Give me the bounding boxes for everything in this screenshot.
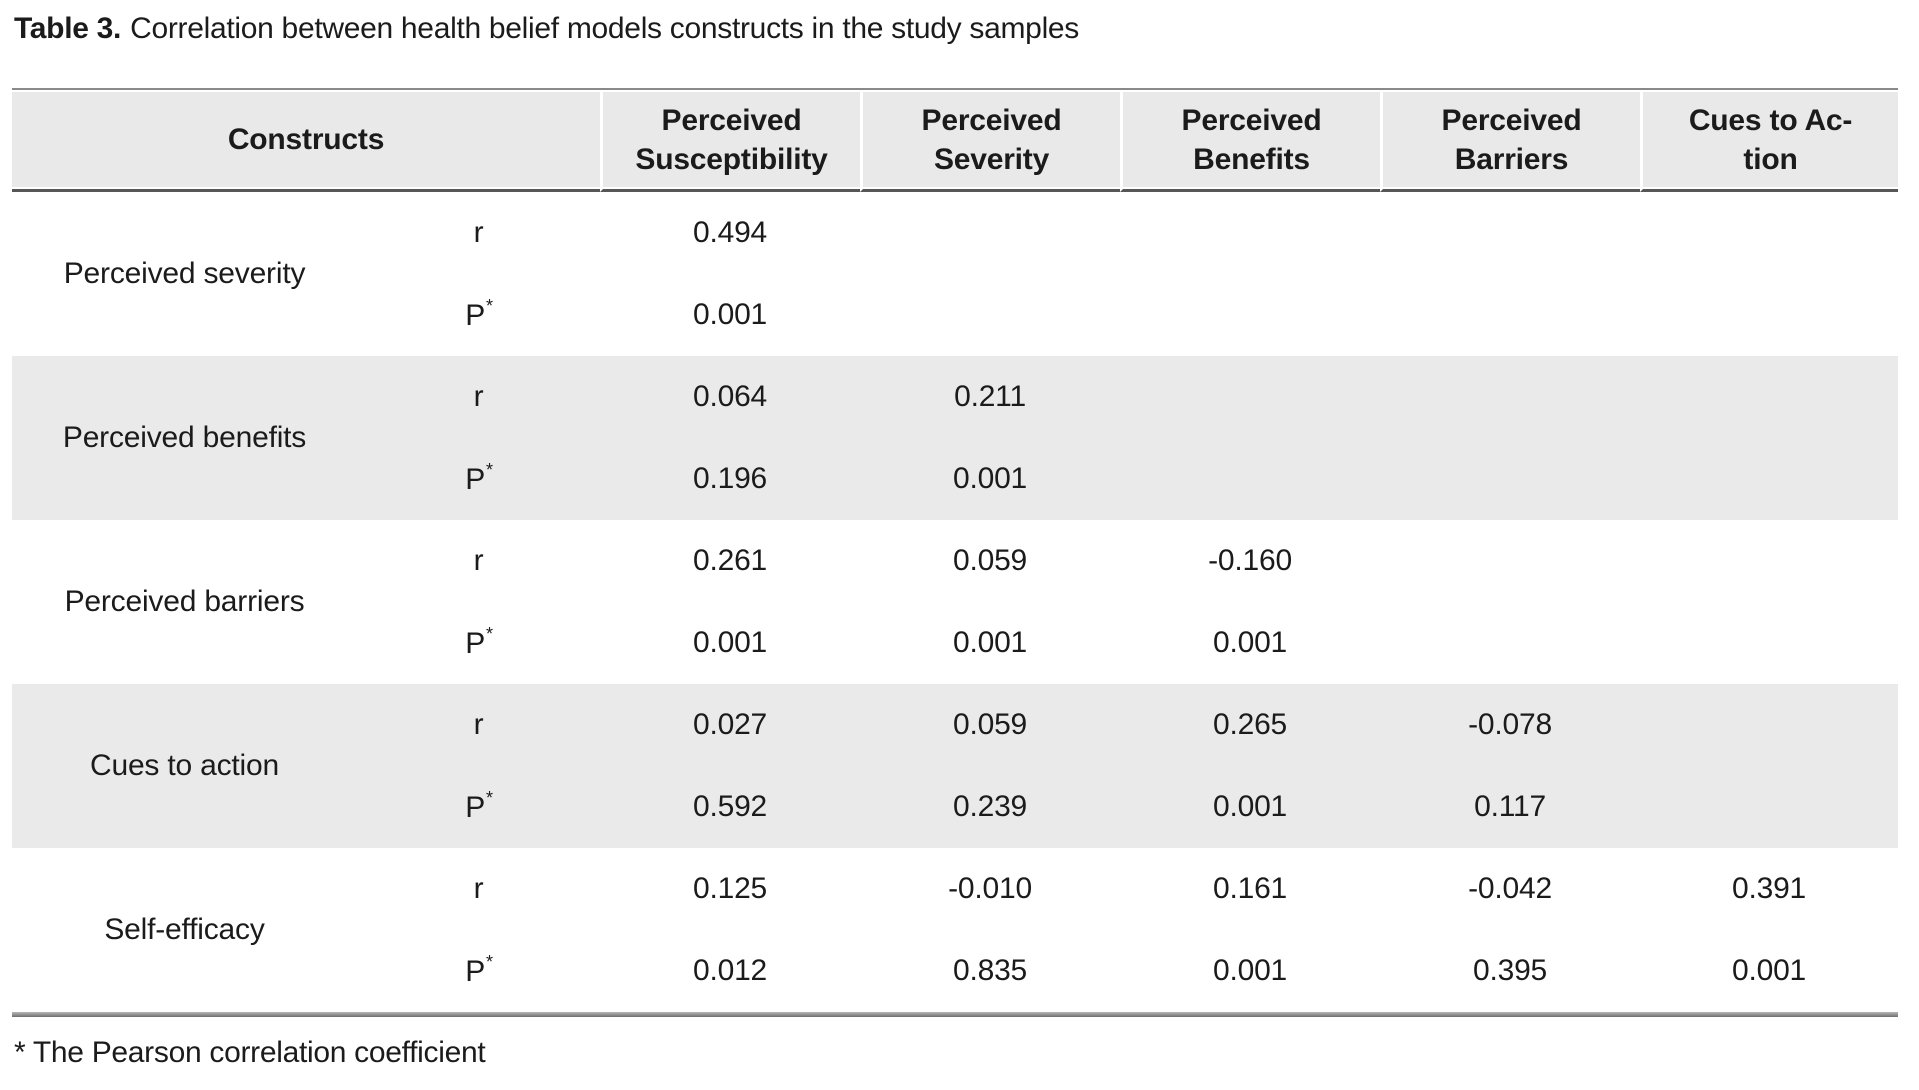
header-line: Perceived [921,103,1062,137]
pvalue-cell: 0.001 [1120,766,1380,848]
table-body [12,192,1898,1012]
correlation-table [12,88,1898,1012]
corr-value-cell: 0.391 [1731,872,1807,905]
corr-value-cell: -0.160 [1208,544,1292,577]
corr-value-cell: 0.027 [600,684,860,766]
corr-value-cell: -0.042 [1468,872,1552,905]
pvalue-cell [1380,274,1640,356]
stat-label-r: r [357,684,600,766]
corr-value-cell [1120,192,1380,274]
table-bottom-rule [12,1012,1898,1017]
construct-name: Perceived benefits [12,356,357,520]
p-label: P [465,462,485,496]
construct-name: Self-efficacy [104,913,265,946]
pvalue-cell: 0.117 [1380,766,1640,848]
stat-label-p [357,766,600,848]
construct-name: Perceived barriers [64,585,305,618]
corr-value-cell [1640,192,1898,274]
construct-name: Cues to action [12,684,357,848]
corr-value-cell: -0.078 [1380,684,1640,766]
pvalue-cell: 0.001 [1731,954,1807,987]
table-caption [14,12,1079,46]
corr-value-cell: 0.265 [1120,684,1380,766]
header-line: Barriers [1454,142,1569,176]
row-perceived-barriers-r [12,520,1898,602]
pvalue-cell: 0.001 [1212,954,1288,987]
construct-name: Perceived severity [63,257,306,290]
corr-value-cell [860,192,1120,274]
p-label: P [465,626,485,660]
pvalue-cell [1380,602,1640,684]
row-cues-to-action-r [12,684,1898,766]
pvalue-cell: 0.395 [1472,954,1548,987]
pvalue-cell: 0.835 [952,954,1028,987]
corr-value-cell: 0.211 [860,356,1120,438]
pvalue-cell: 0.592 [600,766,860,848]
stat-label-p [357,274,600,356]
row-perceived-severity-r [12,192,1898,274]
stat-label-r: r [473,872,484,905]
column-header-perceived-severity [860,90,1120,192]
pvalue-cell: 0.239 [860,766,1120,848]
header-line: Susceptibility [635,142,828,176]
p-label: P [465,954,485,988]
row-self-efficacy-r [12,848,1898,930]
pvalue-cell: 0.001 [692,298,768,331]
corr-value-cell: -0.010 [948,872,1032,905]
p-asterisk: * [486,623,493,644]
corr-value-cell: 0.059 [952,544,1028,577]
pvalue-cell [1380,438,1640,520]
table-caption-text: Correlation between health belief models constructs in the study samples [130,12,1080,45]
pvalue-cell [1640,766,1898,848]
pvalue-cell: 0.001 [860,438,1120,520]
correlation-table-wrapper [12,88,1898,1017]
pvalue-cell [1640,602,1898,684]
column-header-perceived-susceptibility [600,90,860,192]
corr-value-cell [1380,356,1640,438]
corr-value-cell [1120,356,1380,438]
corr-value-cell: 0.064 [600,356,860,438]
header-line: Perceived [1441,103,1582,137]
stat-label-p [357,930,600,1012]
stat-label-p [357,438,600,520]
corr-value-cell [1640,520,1898,602]
pvalue-cell: 0.001 [1212,626,1288,659]
header-line: Perceived [1181,103,1322,137]
table-header [12,90,1898,192]
pvalue-cell [1640,438,1898,520]
table-caption-number: Table 3. [14,12,122,45]
header-line: tion [1743,142,1798,176]
pvalue-cell: 0.012 [692,954,768,987]
column-header-perceived-benefits [1120,90,1380,192]
header-row [12,90,1898,192]
stat-label-r: r [473,216,484,249]
header-line: Benefits [1193,142,1310,176]
stat-label-p [357,602,600,684]
p-asterisk: * [486,295,493,316]
p-asterisk: * [486,787,493,808]
pvalue-cell: 0.001 [692,626,768,659]
p-asterisk: * [486,951,493,972]
pvalue-cell [1120,438,1380,520]
column-header-cues-to-action [1640,90,1898,192]
corr-value-cell: 0.261 [692,544,768,577]
header-line: Perceived [661,103,802,137]
pvalue-cell: 0.196 [600,438,860,520]
pvalue-cell [1120,274,1380,356]
column-header-constructs: Constructs [12,90,600,192]
corr-value-cell [1380,192,1640,274]
stat-label-r: r [357,356,600,438]
stat-label-r: r [473,544,484,577]
corr-value-cell [1640,684,1898,766]
pvalue-cell: 0.001 [952,626,1028,659]
p-label: P [465,790,485,824]
column-header-perceived-barriers [1380,90,1640,192]
header-line: Severity [933,142,1050,176]
corr-value-cell: 0.494 [692,216,768,249]
p-label: P [465,298,485,332]
pvalue-cell [860,274,1120,356]
corr-value-cell: 0.059 [860,684,1120,766]
row-perceived-benefits-r [12,356,1898,438]
header-line: Cues to Ac- [1688,103,1853,137]
p-asterisk: * [486,459,493,480]
table-footnote: * The Pearson correlation coefficient [14,1036,486,1069]
pvalue-cell [1640,274,1898,356]
corr-value-cell: 0.161 [1212,872,1288,905]
corr-value-cell: 0.125 [692,872,768,905]
corr-value-cell [1640,356,1898,438]
corr-value-cell [1380,520,1640,602]
